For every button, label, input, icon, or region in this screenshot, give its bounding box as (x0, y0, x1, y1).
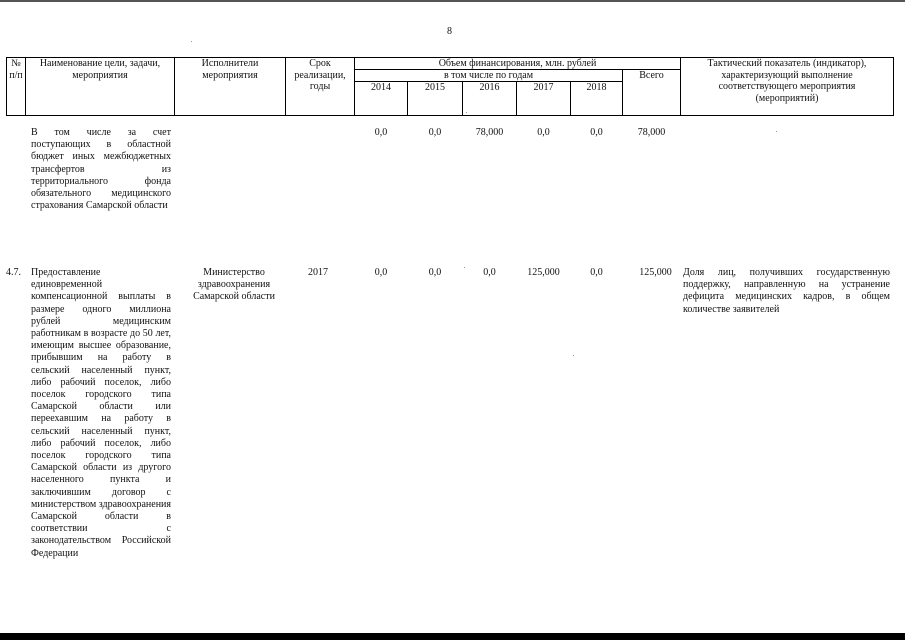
row-value-2016: 78,000 (475, 127, 504, 138)
row-number: 4.7. (6, 267, 21, 278)
row-value-2016: 0,0 (483, 267, 496, 278)
header-col-total: Всего (639, 70, 664, 81)
row-value-2017: 125,000 (527, 267, 560, 278)
row-value-2018: 0,0 (590, 267, 603, 278)
row-value-2014: 0,0 (374, 127, 388, 138)
header-col-by-years: в том числе по годам (443, 70, 534, 81)
row-name: Предоставление единовременной компенсационной выплаты в размере одного миллиона рублей медицинским работникам в возрасте до 50 лет, имеющим высшее образование, прибывшим на работу в сельский населенный пункт, либо рабочий поселок, либо поселок городского типа Самарской области или переехавшим на работу в сельский населенный пункт, либо рабочий поселок, либо поселок городского типа Самарской области из другого населенного пункта и заключившим договор с министерством здравоохранения Самарской области в соответствии с законодательством Российской Федерации (31, 267, 171, 559)
scan-speck (191, 41, 192, 42)
row-executor: Министерство здравоохранения Самарской области (193, 267, 275, 303)
scan-speck (573, 355, 574, 356)
header-year-2018: 2018 (586, 82, 607, 93)
row-value-2015: 0,0 (428, 267, 442, 278)
row-value-2014: 0,0 (374, 267, 388, 278)
row-total: 125,000 (639, 267, 672, 278)
header-col-indicator: Тактический показатель (индикатор), характеризующий выполнение соответствующего мероприятия (мероприятий) (707, 58, 867, 104)
row-value-2018: 0,0 (590, 127, 603, 138)
header-year-2015: 2015 (425, 82, 445, 93)
row-value-2017: 0,0 (537, 127, 550, 138)
header-col-number: № п/п (9, 58, 23, 81)
bottom-border (0, 633, 905, 640)
page-number: 8 (447, 26, 452, 37)
row-name: В том числе за счет поступающих в областной бюджет иных межбюджетных трансфертов из территориального фонда обязательного медицинского страхования Самарской области (31, 127, 171, 212)
row-total: 78,000 (637, 127, 666, 138)
scan-speck (776, 131, 777, 132)
header-year-2016: 2016 (479, 82, 500, 93)
row-indicator: Доля лиц, получивших государственную поддержку, направленную на устранение дефицита медицинских кадров, в общем количестве заявителей (683, 267, 890, 315)
header-col-term: Срок реализации, годы (294, 58, 346, 92)
header-year-2014: 2014 (371, 82, 391, 93)
top-border (0, 0, 905, 2)
header-year-2017: 2017 (533, 82, 554, 93)
header-col-finance: Объем финансирования, млн. рублей (438, 58, 597, 69)
row-term: 2017 (308, 267, 328, 278)
header-col-name: Наименование цели, задачи, мероприятия (39, 58, 161, 81)
table-header (6, 57, 894, 116)
row-value-2015: 0,0 (428, 127, 442, 138)
header-col-executor: Исполнители мероприятия (201, 58, 259, 81)
